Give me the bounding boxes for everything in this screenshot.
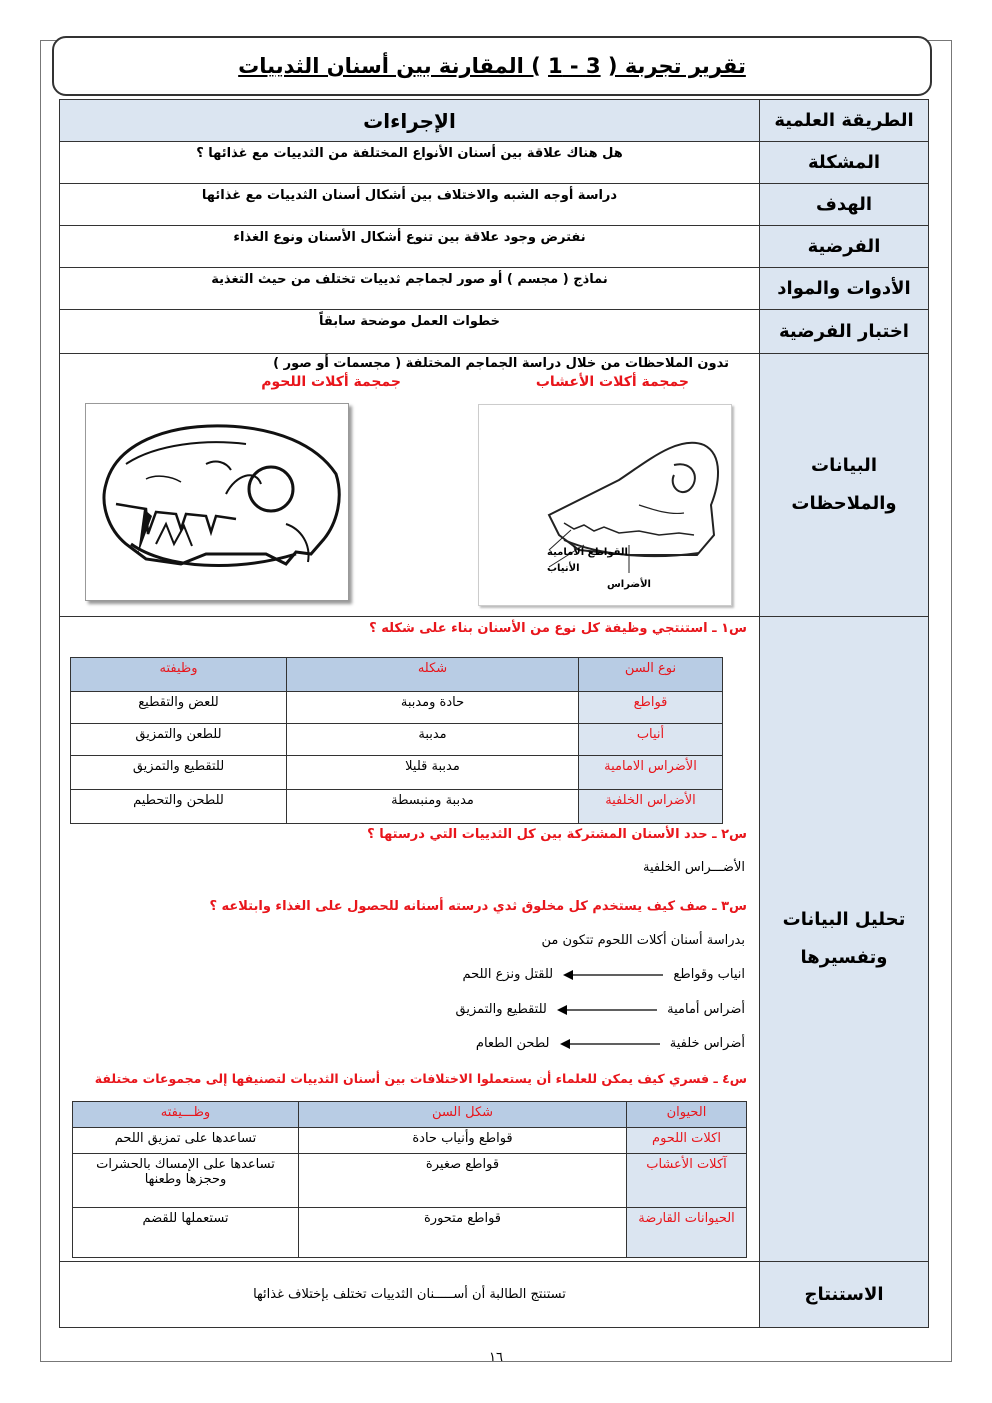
table-cell: الأضراس الخلفية xyxy=(579,790,723,824)
tools-text: نماذج ( مجسم ) أو صور لجماجم ثدييات تختلف من حيث التغذية xyxy=(60,268,760,310)
table-cell: حادة ومدببة xyxy=(287,692,579,724)
title-box xyxy=(52,36,932,96)
table-cell: قواطع وأنياب حادة xyxy=(299,1128,627,1154)
table-cell: آكلات الأعشاب xyxy=(627,1154,747,1208)
table-cell: تساعدها على تمزيق اللحم xyxy=(73,1128,299,1154)
teeth-function-table xyxy=(70,657,723,824)
t1-header-shape: شكله xyxy=(287,658,579,692)
table-cell: قواطع xyxy=(579,692,723,724)
test-text: خطوات العمل موضحة سابقاً xyxy=(60,310,760,354)
question-3: س٣ ـ صف كيف يستخدم كل مخلوق ثدي درسته أسنانه للحصول على الغذاء وابتلاعه ؟ xyxy=(209,899,747,914)
animal-teeth-table xyxy=(72,1101,747,1258)
conclusion-cell xyxy=(60,1262,760,1328)
problem-text: هل هناك علاقة بين أسنان الأنواع المختلفة من الثدييات مع غذائها ؟ xyxy=(60,142,760,184)
label-problem: المشكلة xyxy=(760,142,929,184)
page-title: تقرير تجربة ( 3 - 1 ) المقارنة بين أسنان الثدييات xyxy=(238,54,746,78)
table-cell: تساعدها على الإمساك بالحشرات وحجزها وطعنها xyxy=(73,1154,299,1208)
canines-annotation: الأنياب xyxy=(547,563,580,574)
table-cell: للتقطيع والتمزيق xyxy=(71,756,287,790)
analysis-cell xyxy=(60,617,760,1262)
table-cell: للطحن والتحطيم xyxy=(71,790,287,824)
t2-header-animal: الحيوان xyxy=(627,1102,747,1128)
question-4: س٤ ـ فسري كيف يمكن للعلماء أن يستعملوا الاختلافات بين أسنان الثدييات لتصنيفها إلى مجموعات مختلفة xyxy=(94,1071,747,1086)
arrow-row-2: أضراس أمامية للتقطيع والتمزيق xyxy=(455,1002,745,1017)
label-goal: الهدف xyxy=(760,184,929,226)
t2-header-shape: شكل السن xyxy=(299,1102,627,1128)
observations-cell xyxy=(60,354,760,617)
observations-intro: تدون الملاحظات من خلال دراسة الجماجم المختلفة ( مجسمات أو صور ) xyxy=(273,356,729,371)
page-number: ١٦ xyxy=(489,1350,503,1365)
answer-2: الأضـــراس الخلفية xyxy=(642,860,745,875)
table-cell: للطعن والتمزيق xyxy=(71,724,287,756)
carnivore-skull-image xyxy=(85,403,349,601)
label-conclusion: الاستنتاج xyxy=(760,1262,929,1328)
label-tools: الأدوات والمواد xyxy=(760,268,929,310)
goal-text: دراسة أوجه الشبه والاختلاف بين أشكال أسنان الثدييات مع غذائها xyxy=(60,184,760,226)
table-cell: مدببة قليلا xyxy=(287,756,579,790)
table-cell: أنياب xyxy=(579,724,723,756)
table-cell: للعض والتقطيع xyxy=(71,692,287,724)
label-analysis: تحليل البيانات وتفسيرها xyxy=(760,617,929,1262)
label-observations: البيانات والملاحظات xyxy=(760,354,929,617)
arrow-row-3: أضراس خلفية لطحن الطعام xyxy=(475,1036,745,1051)
molars-annotation: الأضراس xyxy=(607,579,651,590)
herbivore-label: جمجمة أكلات الأعشاب xyxy=(535,374,689,390)
header-method: الطريقة العلمية xyxy=(760,100,929,142)
herbivore-skull-image xyxy=(478,404,732,606)
table-cell: الأضراس الامامية xyxy=(579,756,723,790)
t1-header-function: وظيفته xyxy=(71,658,287,692)
carnivore-label: جمجمة أكلات اللحوم xyxy=(261,374,401,390)
report-table xyxy=(59,99,929,1328)
conclusion-text: تستنتج الطالبة أن أســـــنان الثدييات تختلف بإختلاف غذائها xyxy=(253,1287,566,1302)
arrow-row-1: انياب وقواطع للقتل ونزع اللحم xyxy=(462,967,745,982)
table-cell: تستعملها للقضم xyxy=(73,1208,299,1258)
table-cell: اكلات اللحوم xyxy=(627,1128,747,1154)
table-cell: مدببة ومنبسطة xyxy=(287,790,579,824)
label-hypothesis: الفرضية xyxy=(760,226,929,268)
table-cell: قواطع صغيرة xyxy=(299,1154,627,1208)
table-cell: مدببة xyxy=(287,724,579,756)
t1-header-type: نوع السن xyxy=(579,658,723,692)
t2-header-function: وظـــيفته xyxy=(73,1102,299,1128)
label-test: اختبار الفرضية xyxy=(760,310,929,354)
table-cell: الحيوانات القارضة xyxy=(627,1208,747,1258)
table-cell: قواطع متحورة xyxy=(299,1208,627,1258)
question-1: س١ ـ استنتجي وظيفة كل نوع من الأسنان بناء على شكله ؟ xyxy=(369,621,747,636)
answer-3-intro: بدراسة أسنان أكلات اللحوم تتكون من xyxy=(541,933,745,948)
hypothesis-text: نفترض وجود علاقة بين تنوع أشكال الأسنان ونوع الغذاء xyxy=(60,226,760,268)
incisors-annotation: القواطع الأمامية xyxy=(547,547,628,558)
header-procedures: الإجراءات xyxy=(60,100,760,142)
question-2: س٢ ـ حدد الأسنان المشتركة بين كل الثدييات التي درستها ؟ xyxy=(367,827,747,842)
